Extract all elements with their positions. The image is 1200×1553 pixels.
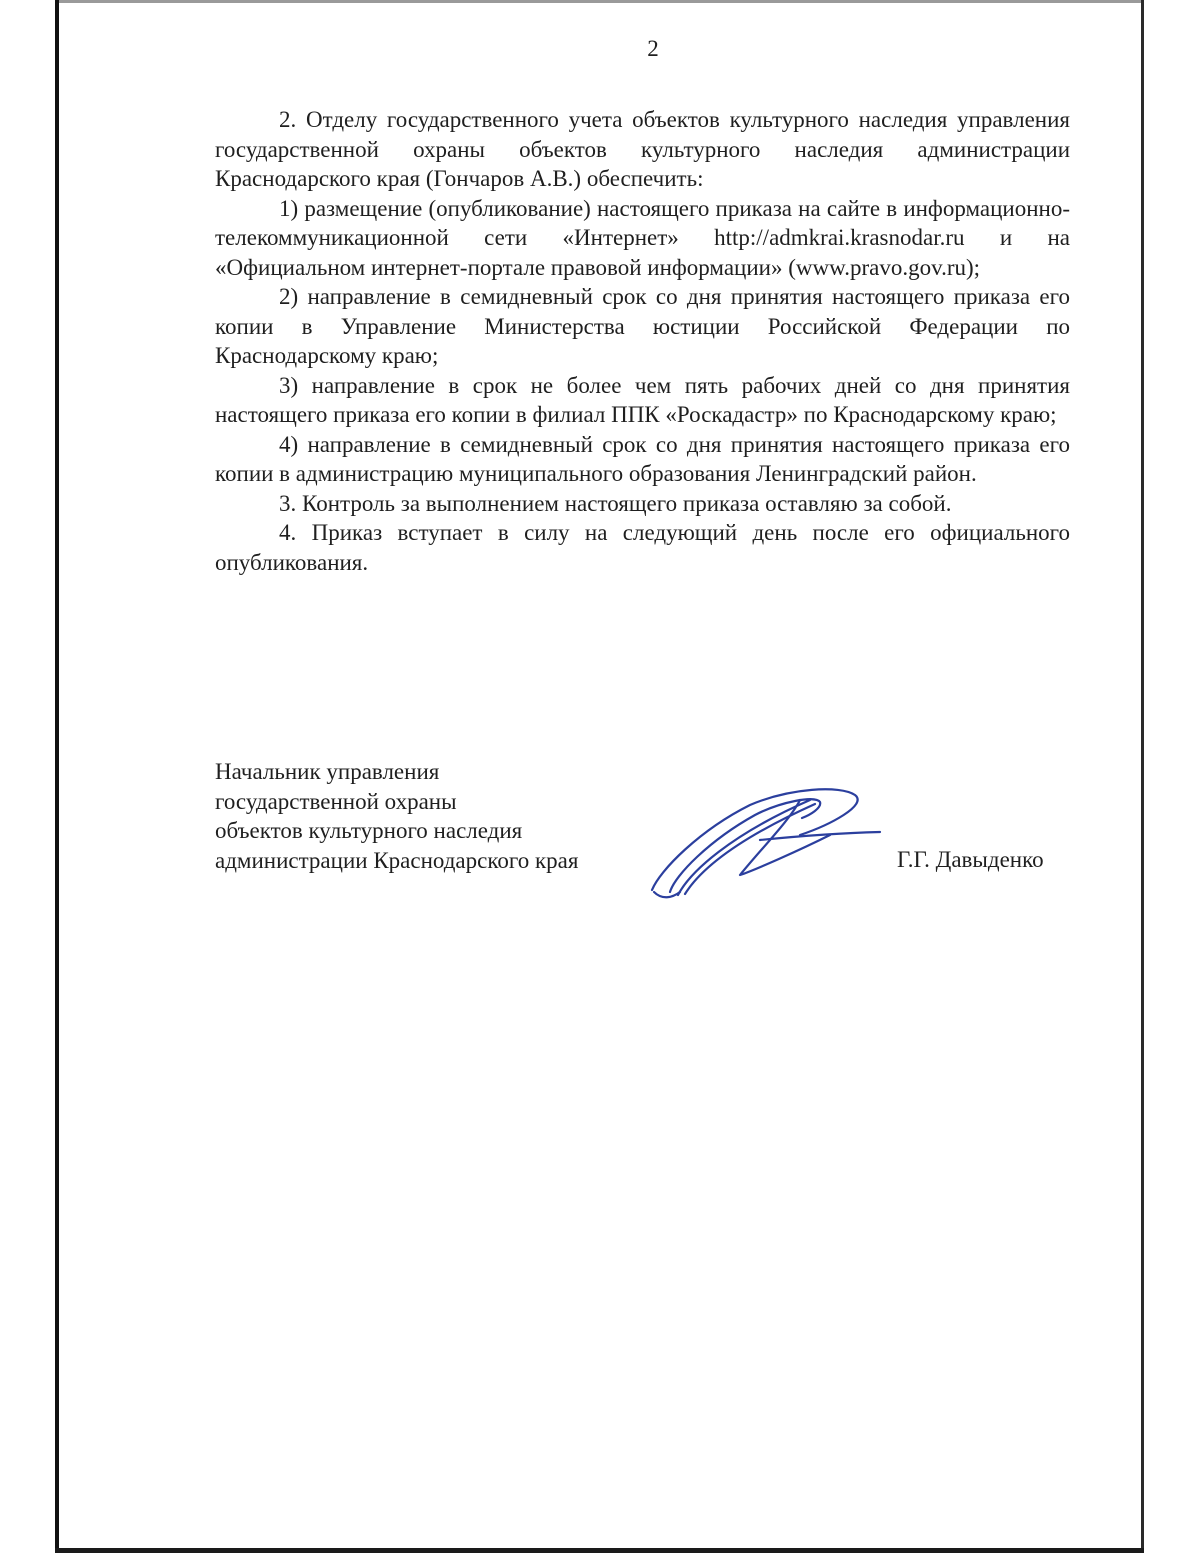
- scan-border-bottom: [55, 1548, 1144, 1553]
- order-body: [215, 105, 1070, 577]
- paragraph-subitem-2: 2) направление в семидневный срок со дня принятия настоящего приказа его копии в Управление Министерства юстиции Российской Федерации по Краснодарскому краю;: [215, 284, 1070, 368]
- signer-position-line: администрации Краснодарского края: [215, 847, 579, 873]
- paragraph-item-2: 2. Отделу государственного учета объектов культурного наследия управления государственной охраны объектов культурного наследия администрации Краснодарского края (Гончаров А.В.) обеспечить:: [215, 107, 1070, 191]
- handwritten-signature: [640, 780, 890, 905]
- scan-border-right: [1141, 0, 1144, 1553]
- signature-stroke: [652, 789, 858, 890]
- scan-border-left: [55, 0, 59, 1553]
- paragraph-item-3: 3. Контроль за выполнением настоящего приказа оставляю за собой.: [279, 490, 952, 516]
- paragraph-subitem-3: 3) направление в срок не более чем пять рабочих дней со дня принятия настоящего приказа его копии в филиал ППК «Роскадастр» по Краснодарскому краю;: [215, 372, 1070, 427]
- signer-position-line: государственной охраны: [215, 788, 457, 814]
- paragraph-item-4: 4. Приказ вступает в силу на следующий день после его официального опубликования.: [215, 520, 1070, 575]
- signer-name: Г.Г. Давыденко: [897, 847, 1044, 872]
- page-number: 2: [647, 36, 659, 61]
- signature-strokes: [652, 789, 880, 897]
- paragraph-subitem-1: 1) размещение (опубликование) настоящего приказа на сайте в информационно-телекоммуникационной сети «Интернет» http://admkrai.krasnodar.ru и на «Официальном интернет-портале правовой информации» (www.pravo.gov.ru);: [215, 195, 1070, 280]
- paragraph-subitem-4: 4) направление в семидневный срок со дня принятия настоящего приказа его копии в администрацию муниципального образования Ленинградский район.: [215, 431, 1070, 486]
- signer-position-line: Начальник управления: [215, 759, 440, 784]
- signer-position-line: объектов культурного наследия: [215, 818, 523, 843]
- scan-border-top: [55, 0, 1144, 3]
- signature-stroke: [654, 892, 680, 897]
